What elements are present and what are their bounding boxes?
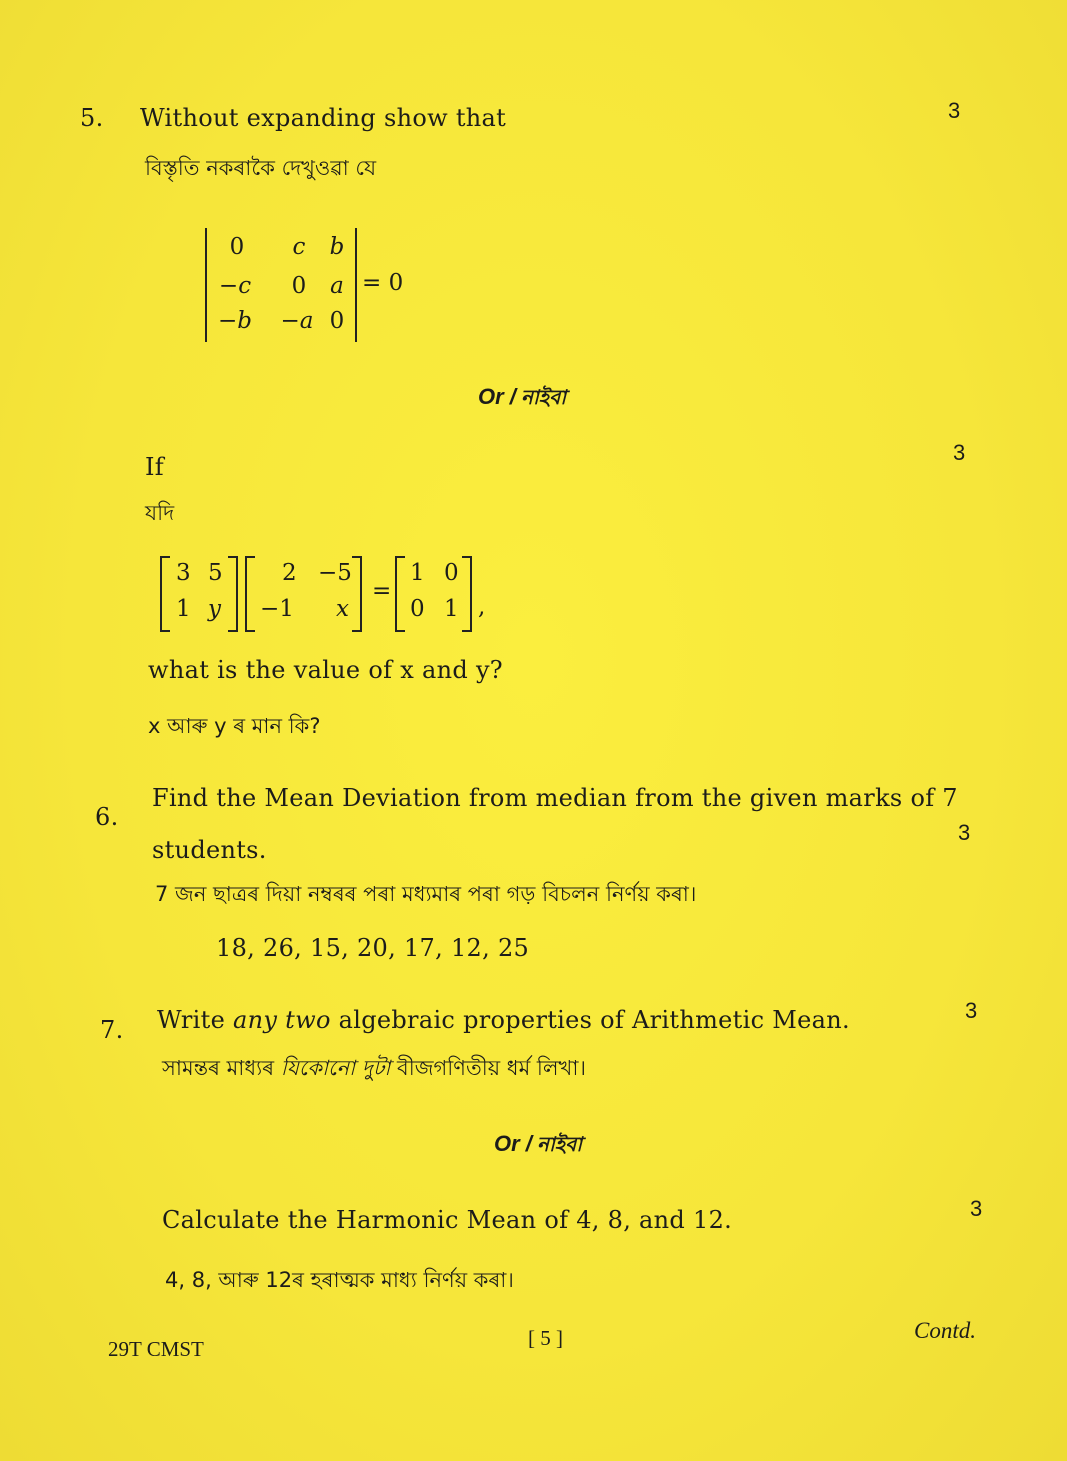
determinant (205, 228, 357, 342)
matrix-b-bracket-right (352, 556, 362, 632)
det-cell: −b (218, 308, 252, 334)
matrix-c-bracket-left (395, 556, 405, 632)
matrix-comma: , (478, 594, 486, 620)
q6-marks: 3 (958, 820, 971, 845)
continued-label: Contd. (914, 1318, 976, 1343)
det-cell: −a (280, 308, 314, 334)
q7-alt-marks: 3 (970, 1196, 983, 1221)
det-cell: −c (218, 273, 252, 299)
q7-text-bn-pre: সামন্তৰ মাধ্যৰ (162, 1056, 281, 1080)
matrix-a-cell: 3 (176, 560, 191, 586)
matrix-c-cell: 1 (410, 560, 425, 586)
matrix-a-cell: 5 (208, 560, 223, 586)
matrix-c-cell: 0 (410, 596, 425, 622)
q5-alt-if-en: If (145, 453, 164, 481)
or-label-en: Or / (478, 384, 516, 409)
q7-text-en-post: algebraic properties of Arithmetic Mean. (330, 1006, 850, 1034)
q7-text-en (157, 1006, 850, 1034)
q5-number: 5. (80, 104, 104, 132)
matrix-a-bracket-left (160, 556, 170, 632)
q5-alt-if-bn: যদি (145, 501, 175, 525)
or-label-en: Or / (494, 1131, 532, 1156)
q7-alt-text-bn: 4, 8, আৰু 12ৰ হৰাত্মক মাধ্য নিৰ্ণয় কৰা। (165, 1268, 514, 1292)
q6-text-bn: 7 জন ছাত্ৰৰ দিয়া নম্বৰৰ পৰা মধ্যমাৰ পৰা গড় বিচলন নিৰ্ণয় কৰা। (155, 882, 697, 906)
paper-code: 29T CMST (108, 1337, 204, 1361)
matrix-a-cell: y (208, 596, 221, 622)
det-cell: a (330, 273, 344, 299)
matrix-b-cell: −1 (260, 596, 294, 622)
matrix-c-bracket-right (462, 556, 472, 632)
matrix-c-cell: 0 (444, 560, 459, 586)
det-cell: b (329, 234, 345, 260)
matrix-b-cell: 2 (282, 560, 297, 586)
q7-text-bn (162, 1052, 586, 1087)
q7-marks: 3 (965, 998, 978, 1023)
matrix-c-cell: 1 (444, 596, 459, 622)
q6-text-en-line2: students. (152, 836, 267, 864)
det-equals: = 0 (362, 270, 404, 296)
or-divider (478, 383, 566, 416)
q5-marks: 3 (948, 98, 961, 123)
q6-data: 18, 26, 15, 20, 17, 12, 25 (216, 934, 530, 962)
q7-text-bn-emphasis: যিকোনো দুটা (280, 1056, 391, 1080)
q5-text-bn: বিস্তৃতি নকৰাকৈ দেখুওৱা যে (145, 156, 377, 180)
q6-text-en-line1: Find the Mean Deviation from median from the given marks of 7 (152, 784, 958, 812)
q7-text-en-pre: Write (157, 1006, 234, 1034)
q5-alt-question-bn: x আৰু y ৰ মান কি? (148, 714, 321, 738)
matrix-equals: = (372, 578, 392, 604)
det-cell: 0 (329, 308, 345, 334)
or-divider (494, 1130, 582, 1163)
matrix-b-cell: x (336, 596, 349, 622)
or-label-bn: নাইবা (537, 1132, 583, 1156)
q7-text-bn-post: বীজগণিতীয় ধৰ্ম লিখা। (390, 1056, 586, 1080)
det-cell: 0 (291, 273, 307, 299)
q7-text-en-emphasis: any two (233, 1006, 331, 1034)
det-cell: c (292, 234, 306, 260)
matrix-a-bracket-right (228, 556, 238, 632)
det-cell: 0 (229, 234, 245, 260)
q6-number: 6. (95, 803, 119, 831)
matrix-b-cell: −5 (318, 560, 352, 586)
page-number: [ 5 ] (528, 1326, 563, 1350)
q7-alt-text-en: Calculate the Harmonic Mean of 4, 8, and 12. (162, 1206, 733, 1234)
matrix-a-cell: 1 (176, 596, 191, 622)
or-label-bn: নাইবা (521, 385, 567, 409)
matrix-b-bracket-left (245, 556, 255, 632)
q5-text-en: Without expanding show that (140, 104, 507, 132)
q7-number: 7. (100, 1016, 124, 1044)
q5-alt-marks: 3 (953, 440, 966, 465)
q5-alt-question-en: what is the value of x and y? (148, 656, 503, 684)
